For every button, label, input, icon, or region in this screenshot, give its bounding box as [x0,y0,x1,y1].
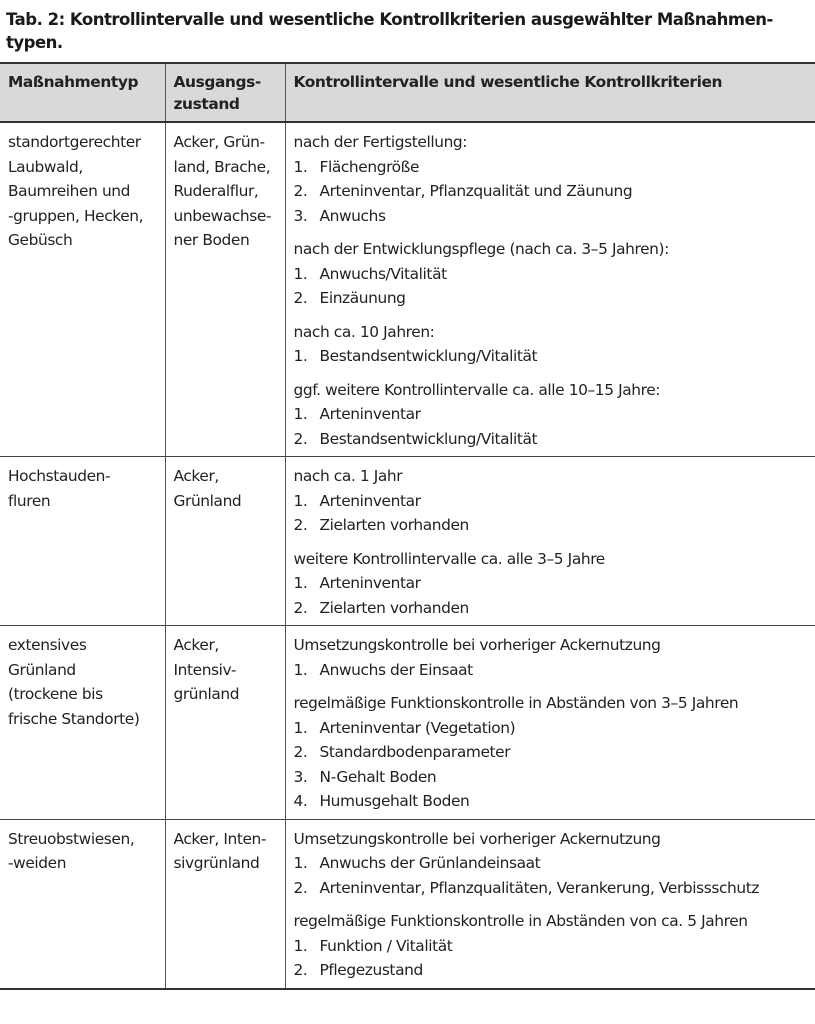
criteria-list [294,851,808,900]
criteria-list [294,658,808,683]
item-number: 4. [293,792,308,810]
interval-heading: nach ca. 1 Jahr [293,467,403,485]
interval-heading: regelmäßige Funktionskontrolle in Abständen von 3–5 Jahren [293,694,739,712]
table-row [0,122,815,457]
item-number: 1. [293,718,308,737]
item-number: 2. [293,961,308,979]
criteria-list [294,489,808,538]
criteria-list [294,571,808,620]
cell-ausgangszustand: Acker, Grün- land, Brache, Ruderalflur, unbewachse- ner Boden [165,122,285,457]
criteria-block [294,827,808,901]
item-number: 1. [293,405,308,423]
item-number: 1. [293,854,308,872]
criteria-block [294,378,808,452]
header-kontrollkriterien: Kontrollintervalle und wesentliche Kontrollkriterien [285,63,815,122]
item-number: 3. [293,206,308,225]
list-item [294,658,808,683]
table-row [0,626,815,820]
interval-heading: nach der Entwicklungspflege (nach ca. 3–5 Jahren): [293,240,669,258]
list-item [294,571,808,596]
list-item [294,513,808,538]
header-row [0,63,815,122]
item-text: Funktion / Vitalität [319,936,453,955]
item-number: 1. [293,574,308,592]
list-item [294,958,808,983]
cell-massnahmentyp: extensives Grünland (trockene bis frische Standorte) [0,626,165,820]
list-item [294,204,808,229]
criteria-block [294,909,808,983]
item-text: Arteninventar (Vegetation) [319,718,516,737]
table-row [0,457,815,626]
interval-heading: Umsetzungskontrolle bei vorheriger Ackernutzung [293,636,661,654]
interval-heading: nach ca. 10 Jahren: [293,322,435,341]
item-number: 2. [293,516,308,534]
item-text: Anwuchs der Grünlandeinsaat [319,854,541,872]
criteria-list [294,262,808,311]
item-text: Anwuchs/Vitalität [319,264,447,283]
criteria-list [294,155,808,229]
list-item [294,851,808,876]
item-number: 2. [293,182,308,200]
item-number: 2. [293,598,308,617]
cell-kontrollkriterien [285,626,815,820]
criteria-block [294,547,808,621]
list-item [294,155,808,180]
cell-massnahmentyp: standortgerechter Laubwald, Baumreihen und -gruppen, Hecken, Gebüsch [0,122,165,457]
header-ausgangszustand: Ausgangs- zustand [165,63,285,122]
criteria-list [294,716,808,814]
list-item [294,489,808,514]
cell-massnahmentyp: Streuobstwiesen, -weiden [0,819,165,989]
item-text: Einzäunung [319,289,406,307]
cell-ausgangszustand: Acker, Intensiv- grünland [165,626,285,820]
interval-heading: nach der Fertigstellung: [293,133,468,151]
cell-kontrollkriterien [285,457,815,626]
control-criteria-table [0,62,815,990]
list-item [294,262,808,287]
criteria-block [294,237,808,311]
list-item [294,286,808,311]
criteria-block [294,633,808,682]
list-item [294,876,808,901]
cell-kontrollkriterien [285,819,815,989]
item-text: Pflegezustand [319,961,423,979]
interval-heading: ggf. weitere Kontrollintervalle ca. alle 10–15 Jahre: [293,380,661,399]
list-item [294,740,808,765]
item-text: Bestandsentwicklung/Vitalität [319,429,538,448]
item-text: Humusgehalt Boden [319,792,470,810]
criteria-block [294,691,808,814]
table-caption: Tab. 2: Kontrollintervalle und wesentliche Kontrollkriterien ausgewählter Maßnahmen- typen. [6,10,773,52]
criteria-block [294,130,808,228]
list-item [294,402,808,427]
item-number: 1. [293,491,308,510]
item-text: Bestandsentwicklung/Vitalität [319,347,538,365]
item-text: Arteninventar, Pflanzqualitäten, Verankerung, Verbissschutz [319,878,760,897]
item-text: Anwuchs der Einsaat [319,660,473,679]
criteria-list [294,344,808,369]
table-row [0,819,815,989]
criteria-list [294,402,808,451]
list-item [294,789,808,814]
item-text: Standardbodenparameter [319,743,511,761]
item-number: 2. [293,878,308,897]
criteria-list [294,934,808,983]
item-text: Flächengröße [319,157,420,176]
item-text: Arteninventar [319,574,421,592]
list-item [294,765,808,790]
item-number: 3. [293,767,308,786]
item-text: N-Gehalt Boden [319,767,437,786]
list-item [294,596,808,621]
item-number: 1. [293,347,308,365]
criteria-block [294,320,808,369]
header-massnahmentyp: Maßnahmentyp [0,63,165,122]
interval-heading: Umsetzungskontrolle bei vorheriger Ackernutzung [293,829,661,848]
item-number: 1. [293,936,308,955]
item-text: Arteninventar [319,405,421,423]
cell-kontrollkriterien [285,122,815,457]
item-text: Arteninventar [319,491,421,510]
item-number: 2. [293,289,308,307]
list-item [294,934,808,959]
item-text: Zielarten vorhanden [319,598,469,617]
list-item [294,344,808,369]
item-number: 1. [293,660,308,679]
item-number: 2. [293,429,308,448]
cell-ausgangszustand: Acker, Inten- sivgrünland [165,819,285,989]
item-number: 1. [293,157,308,176]
list-item [294,716,808,741]
criteria-block [294,464,808,538]
item-text: Arteninventar, Pflanzqualität und Zäunung [319,182,633,200]
list-item [294,179,808,204]
cell-massnahmentyp: Hochstauden- fluren [0,457,165,626]
interval-heading: weitere Kontrollintervalle ca. alle 3–5 Jahre [293,549,605,568]
item-number: 1. [293,264,308,283]
item-text: Anwuchs [319,206,386,225]
cell-ausgangszustand: Acker, Grünland [165,457,285,626]
list-item [294,427,808,452]
interval-heading: regelmäßige Funktionskontrolle in Abständen von ca. 5 Jahren [293,912,748,930]
item-number: 2. [293,743,308,761]
item-text: Zielarten vorhanden [319,516,469,534]
